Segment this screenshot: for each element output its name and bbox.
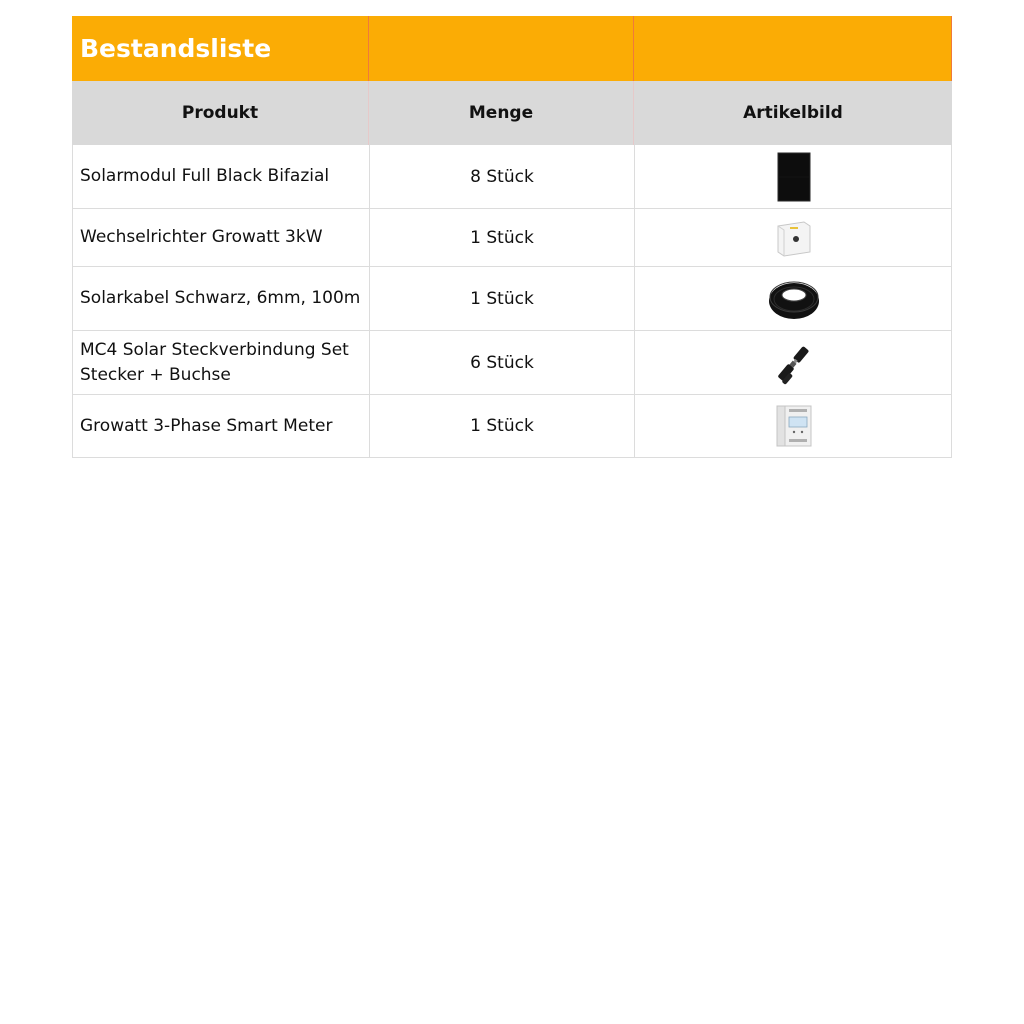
product-name: Solarkabel Schwarz, 6mm, 100m <box>80 288 361 308</box>
quantity-value: 1 Stück <box>470 288 534 309</box>
image-cell <box>635 209 953 266</box>
title-cell-empty <box>369 16 634 81</box>
quantity-value: 1 Stück <box>470 416 534 436</box>
product-name-line2: Stecker + Buchse <box>80 364 231 385</box>
title-cell <box>72 16 369 81</box>
column-header-product: Produkt <box>72 81 369 145</box>
title-cell-empty <box>634 16 952 81</box>
table-title: Bestandsliste <box>80 34 272 63</box>
product-cell <box>73 395 370 457</box>
product-cell <box>73 145 370 208</box>
product-name: MC4 Solar Steckverbindung Set <box>80 339 349 360</box>
product-name: Wechselrichter Growatt 3kW <box>80 227 323 247</box>
product-cell <box>73 209 370 266</box>
table-row <box>72 395 952 458</box>
inverter-image <box>774 218 814 258</box>
smart-meter-image <box>775 405 813 447</box>
quantity-value: 1 Stück <box>470 227 534 248</box>
table-header-row <box>72 81 952 145</box>
product-cell <box>73 267 370 330</box>
quantity-cell <box>370 267 635 330</box>
table-row <box>72 331 952 395</box>
table-row <box>72 267 952 331</box>
image-cell <box>635 395 953 457</box>
solar-panel-image <box>777 152 811 202</box>
column-header-quantity: Menge <box>369 81 634 145</box>
quantity-cell <box>370 145 635 208</box>
inventory-table <box>72 16 952 458</box>
image-cell <box>635 145 953 208</box>
quantity-cell <box>370 331 635 394</box>
table-row <box>72 145 952 209</box>
product-name: Solarmodul Full Black Bifazial <box>80 166 330 186</box>
image-cell <box>635 331 953 394</box>
product-cell <box>73 331 370 394</box>
mc4-connector-image <box>771 340 817 386</box>
product-name: Growatt 3-Phase Smart Meter <box>80 415 333 436</box>
quantity-cell <box>370 395 635 457</box>
cable-coil-image <box>767 277 821 321</box>
quantity-cell <box>370 209 635 266</box>
column-header-image: Artikelbild <box>743 103 843 123</box>
quantity-value: 8 Stück <box>470 166 534 187</box>
table-row <box>72 209 952 267</box>
quantity-value: 6 Stück <box>470 352 534 373</box>
image-cell <box>635 267 953 330</box>
table-title-row <box>72 16 952 81</box>
